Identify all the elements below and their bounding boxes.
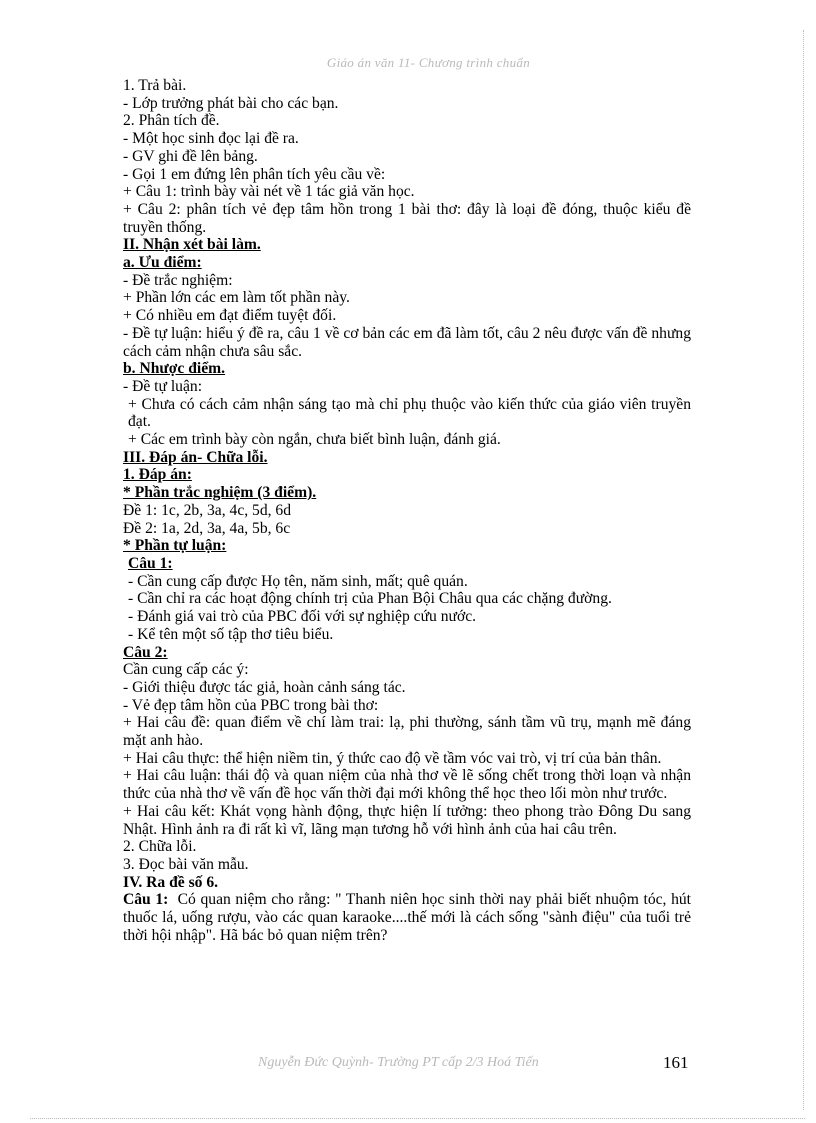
question-2-heading: Câu 2:: [123, 643, 168, 661]
weakness-1: + Chưa có cách cảm nhận sáng tạo mà chỉ phụ thuộc vào kiến thức của giáo viên truyền đạt.: [128, 395, 691, 431]
step-return-papers: 1. Trả bài.: [123, 77, 187, 94]
subheading-strengths: a. Ưu điểm:: [123, 254, 202, 272]
footer-signature: Nguyễn Đức Quỳnh- Trường PT cấp 2/3 Hoá Tiến: [258, 1055, 539, 1070]
document-body: [123, 77, 691, 944]
strength-mcq-2: + Có nhiều em đạt điểm tuyệt đối.: [123, 307, 337, 325]
section-heading-3: III. Đáp án- Chữa lỗi.: [123, 448, 268, 466]
section-heading-4: IV. Ra đề số 6.: [123, 873, 219, 891]
subheading-mcq-part: * Phần trắc nghiệm (3 điểm).: [123, 484, 317, 502]
strength-essay: - Đề tự luận: hiểu ý đề ra, câu 1 về cơ bản các em đã làm tốt, câu 2 nêu được vấn đề nhưng cách cảm nhận chưa sâu sắc.: [123, 324, 691, 360]
step-monitor-distributes: - Lớp trưởng phát bài cho các bạn.: [123, 94, 339, 112]
step-read-topic: - Một học sinh đọc lại đề ra.: [123, 130, 299, 148]
q2-point-2: - Vẻ đẹp tâm hồn của PBC trong bài thơ:: [123, 696, 379, 714]
q2-point-1: - Giới thiệu được tác giả, hoàn cảnh sáng tác.: [123, 678, 406, 696]
request-question-1: + Câu 1: trình bày vài nét về 1 tác giả văn học.: [123, 183, 415, 201]
q2-couplet-3: + Hai câu luận: thái độ và quan niệm của nhà thơ về lẽ sống chết trong thời loạn và nhận thức của nhà thơ về vấn đề học vấn thời đại mới không thể học theo lối mòn như trước.: [123, 767, 691, 803]
q1-point-1: - Cần cung cấp được Họ tên, năm sinh, mất; quê quán.: [128, 572, 468, 590]
new-question-1: [123, 891, 691, 944]
q2-couplet-2: + Hai câu thực: thể hiện niềm tin, ý thức cao độ về tầm vóc vai trò, vị trí của bản thân.: [123, 749, 662, 767]
q1-point-4: - Kể tên một số tập thơ tiêu biểu.: [128, 625, 334, 643]
strength-mcq: - Đề trắc nghiệm:: [123, 271, 233, 289]
weakness-essay: - Đề tự luận:: [123, 377, 203, 395]
page-border-bottom: [30, 1118, 805, 1119]
question-1-heading: Câu 1:: [128, 554, 173, 572]
q2-couplet-1: + Hai câu đề: quan điểm về chí làm trai: lạ, phi thường, sánh tầm vũ trụ, mạnh mẽ đáng mặt anh hào.: [123, 714, 691, 750]
new-question-1-label: Câu 1:: [123, 891, 169, 909]
subheading-weaknesses: b. Nhược điểm.: [123, 360, 226, 378]
subheading-answers: 1. Đáp án:: [123, 466, 192, 484]
page-number: 161: [663, 1053, 689, 1072]
step-analyze-request: - Gọi 1 em đứng lên phân tích yêu cầu về:: [123, 165, 386, 183]
weakness-2: + Các em trình bày còn ngắn, chưa biết bình luận, đánh giá.: [128, 431, 501, 449]
running-header: Giáo án văn 11- Chương trình chuẩn: [326, 55, 530, 70]
request-question-2: + Câu 2: phân tích vẻ đẹp tâm hồn trong 1 bài thơ: đây là loại đề đóng, thuộc kiểu đề truyền thống.: [123, 200, 691, 236]
new-question-1-text: Có quan niệm cho rằng: " Thanh niên học sinh thời nay phải biết nhuộm tóc, hút thuốc lá, uống rượu, vào các quan karaoke....thế mới là cách sống "sành điệu" của tuổi trẻ thời hội nhập". Hã bác bỏ quan niệm trên?: [123, 891, 691, 944]
q1-point-3: - Đánh giá vai trò của PBC đối với sự nghiệp cứu nước.: [128, 608, 477, 626]
answer-key-1: Đề 1: 1c, 2b, 3a, 4c, 5d, 6d: [123, 501, 292, 519]
strength-mcq-1: + Phần lớn các em làm tốt phần này.: [123, 289, 350, 307]
step-analyze-topic: 2. Phân tích đề.: [123, 112, 220, 130]
page-border-right: [803, 30, 804, 1110]
q1-point-2: - Cần chỉ ra các hoạt động chính trị của Phan Bội Châu qua các chặng đường.: [128, 590, 612, 608]
q2-couplet-4: + Hai câu kết: Khát vọng hành động, thực hiện lí tưởng: theo phong trào Đông Du sang Nhật. Hình ảnh ra đi rất kì vĩ, lãng mạn tương hỗ với hình ảnh của hai câu trên.: [123, 802, 691, 838]
step-fix-errors: 2. Chữa lỗi.: [123, 838, 197, 856]
answer-key-2: Đề 2: 1a, 2d, 3a, 4a, 5b, 6c: [123, 519, 291, 537]
q2-intro: Cần cung cấp các ý:: [123, 661, 249, 679]
step-write-topic: - GV ghi đề lên bảng.: [123, 147, 258, 165]
section-heading-2: II. Nhận xét bài làm.: [123, 236, 261, 254]
step-read-sample: 3. Đọc bài văn mẫu.: [123, 855, 249, 873]
subheading-essay-part: * Phần tự luận:: [123, 537, 227, 555]
